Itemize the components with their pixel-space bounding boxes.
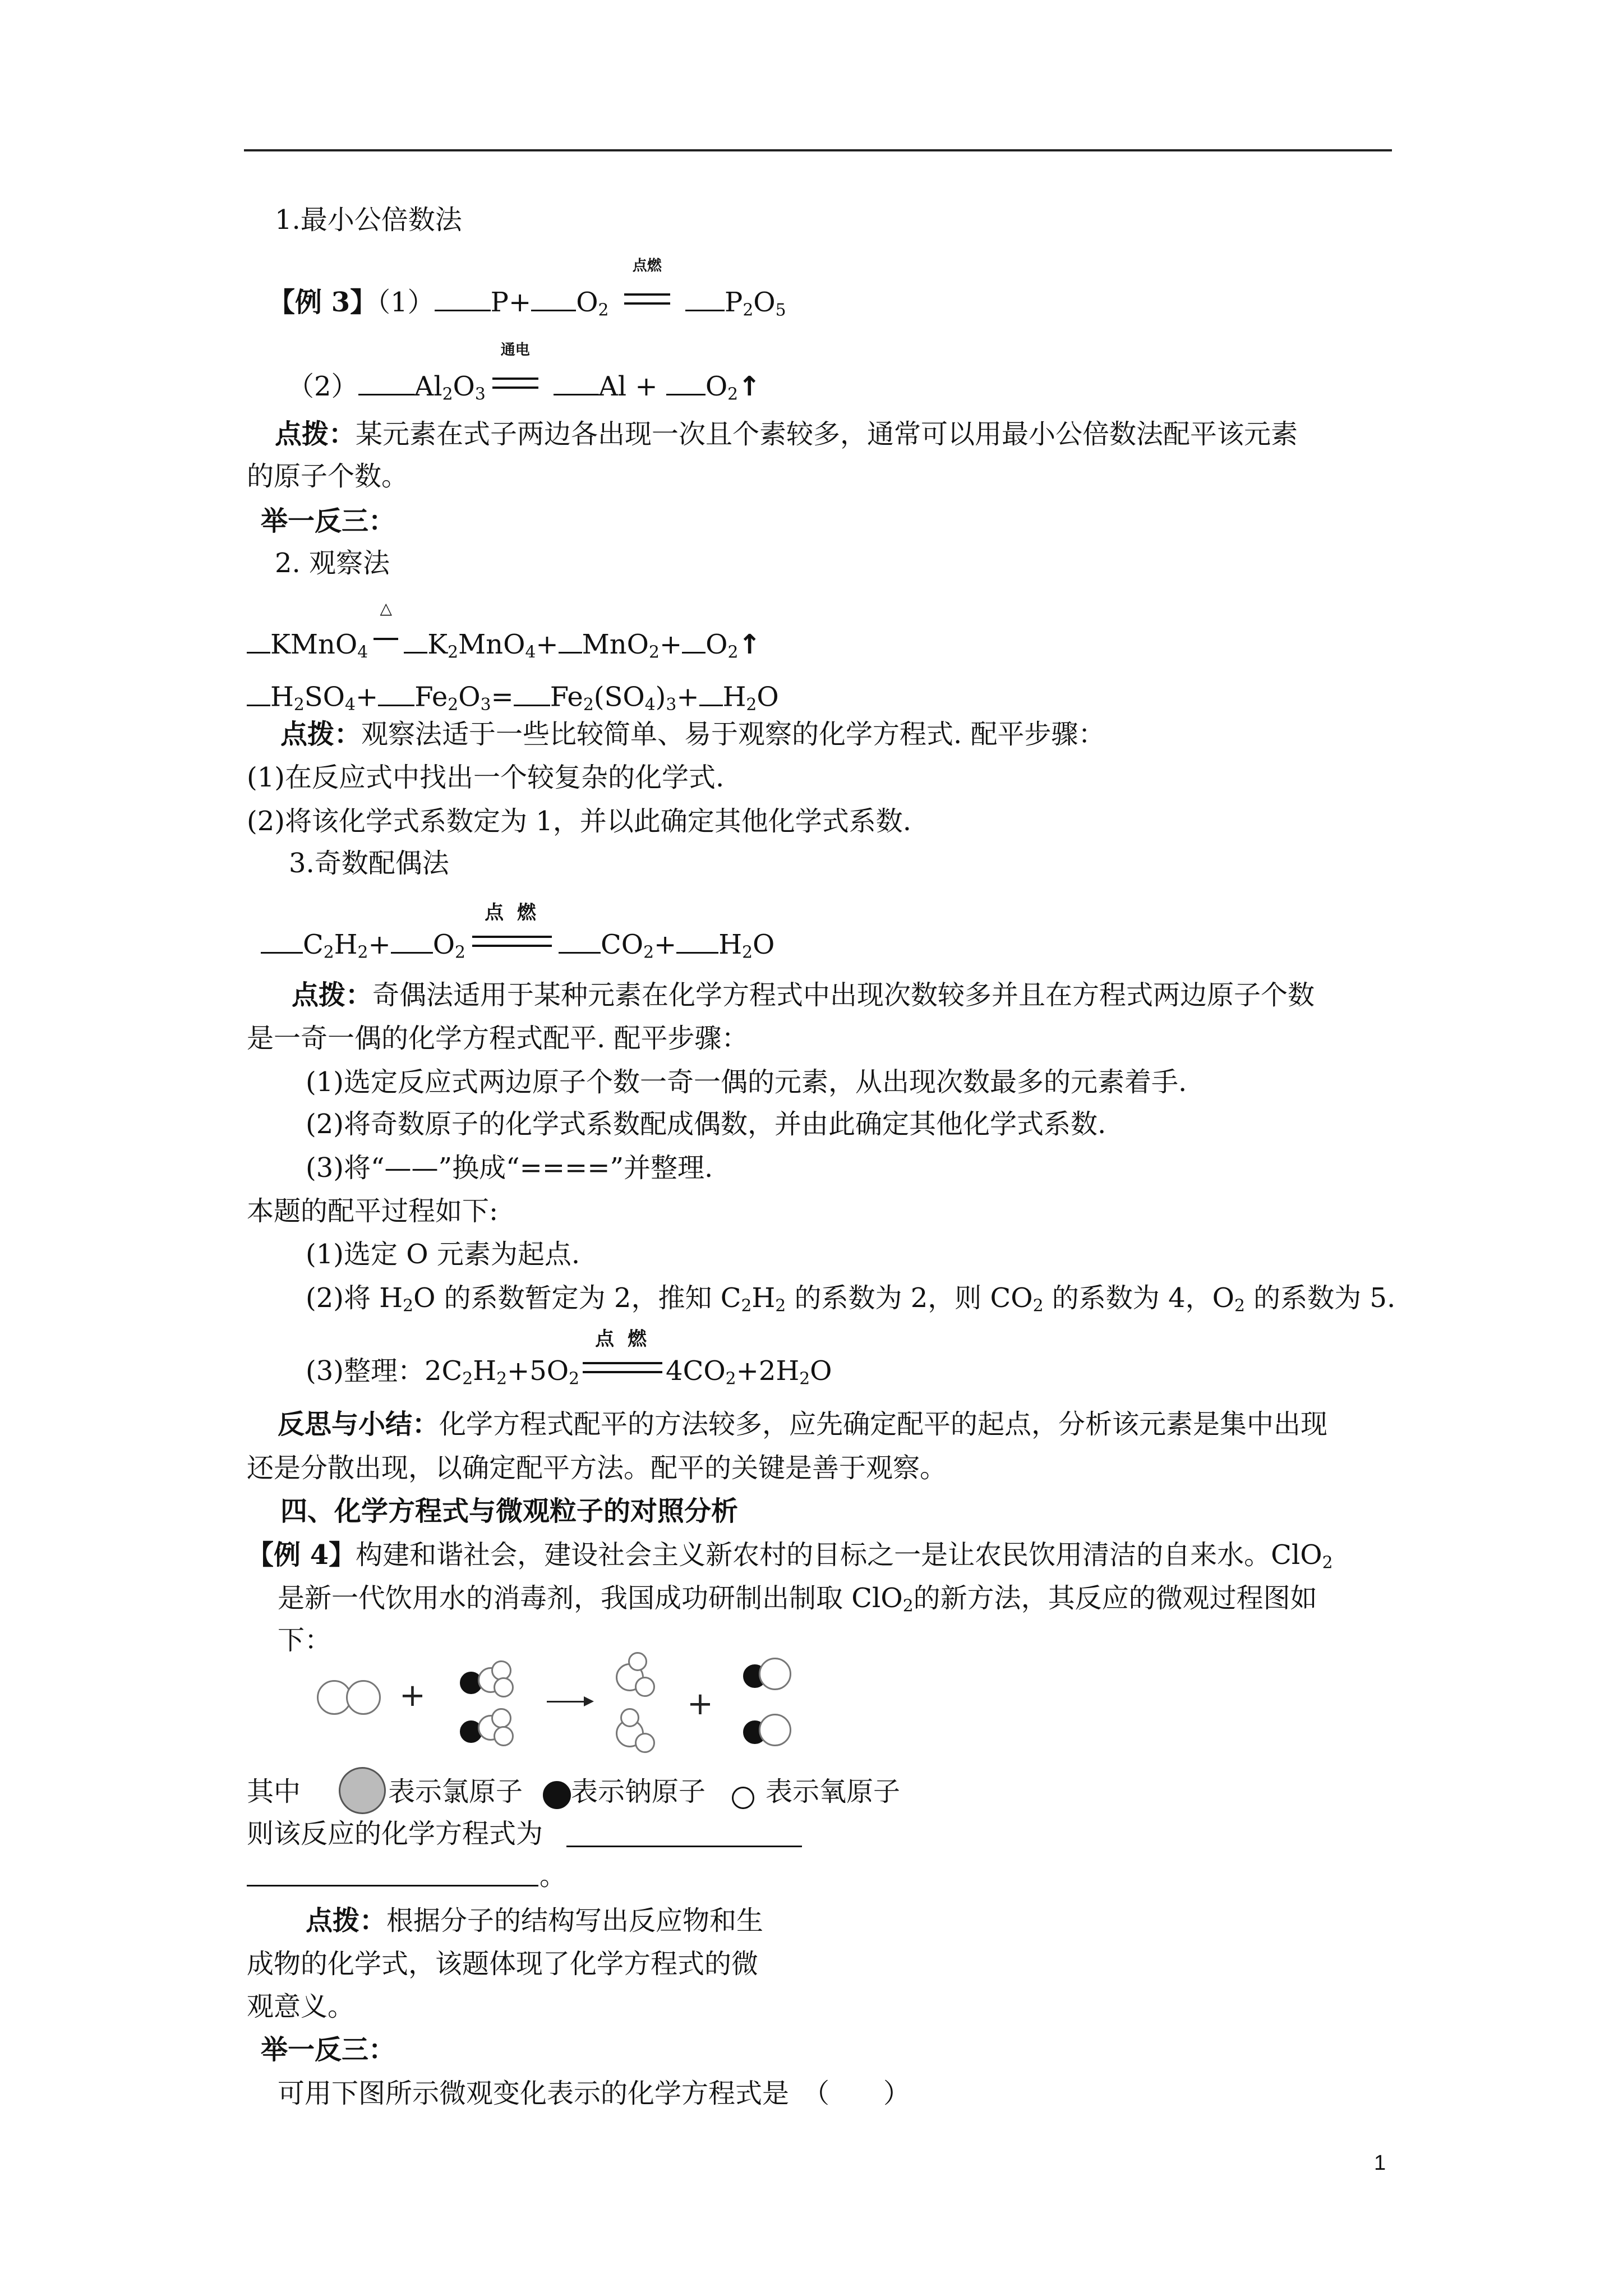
- header-rule: [244, 149, 1392, 151]
- tip-label: 点拨：: [292, 979, 373, 1011]
- blank: [666, 368, 706, 395]
- blank: [247, 679, 270, 706]
- blank: [699, 679, 723, 706]
- tip-text: 根据分子的结构写出反应物和生: [386, 1905, 764, 1936]
- section-title-lcm: 1.最小公倍数法: [275, 204, 462, 236]
- process-step-3: (3)整理：$2C_2H_2+5O_2$ 点 燃 $4CO_2+2H_2O$: [306, 1328, 832, 1389]
- observation-equation-2: $H_2SO_4+ Fe_2O_3= Fe_2(SO_4)_3+ H_2O$: [247, 679, 779, 711]
- condition-mark: 通电: [490, 367, 541, 395]
- example-3-label: 【例 3】: [268, 287, 377, 318]
- naclo2-molecule: [460, 1708, 527, 1753]
- blank: [247, 626, 270, 654]
- tip-4-line-1: [306, 1907, 763, 1934]
- tip-label: 点拨：: [306, 1905, 387, 1936]
- blank: [559, 626, 582, 654]
- page-number: 1: [1374, 2151, 1386, 2175]
- blank: [531, 284, 576, 311]
- nacl-molecule: [743, 1714, 794, 1747]
- answer-blank: [566, 1846, 802, 1847]
- section-title-odd-even: 3.奇数配偶法: [289, 848, 449, 879]
- observation-equation-1: KMnO$_4$ △ $K_2MnO_4+ MnO_2+$ $O_2↑$: [247, 625, 761, 658]
- tip-4-line-3: 观意义。: [247, 1991, 355, 2022]
- clo2-molecule: [616, 1652, 661, 1703]
- example-4-text: 构建和谐社会，建设社会主义新农村的目标之一是让农民饮用清洁的自来水。ClO: [356, 1539, 1322, 1571]
- example-3-equation-2: （2） $Al_2O_3$ 通电 $Al + O_2↑$: [287, 342, 761, 404]
- summary-line-2: 还是分散出现，以确定配平方法。配平的关键是善于观察。: [247, 1452, 947, 1484]
- part-1-prefix: （1）: [377, 287, 435, 318]
- reaction-arrow: [547, 1701, 592, 1703]
- process-step-1: (1)选定 O 元素为起点.: [306, 1239, 580, 1270]
- practice-heading: 举一反三：: [261, 2034, 396, 2065]
- tip-2-step-1: (1)在反应式中找出一个较复杂的化学式.: [247, 762, 725, 793]
- example-4-question: 则该反应的化学方程式为: [247, 1818, 543, 1849]
- practice-heading: 举一反三：: [261, 505, 396, 537]
- chlorine-atom-legend-icon: [339, 1767, 386, 1814]
- blank: [378, 679, 414, 706]
- naclo2-molecule: [460, 1660, 527, 1705]
- blank: [261, 926, 303, 954]
- legend-oxygen: 表示氧原子: [766, 1776, 901, 1807]
- section-title-observation: 2. 观察法: [275, 547, 390, 579]
- sodium-atom-legend-icon: [543, 1781, 571, 1809]
- tip-text: 观察法适于一些比较简单、易于观察的化学方程式. 配平步骤：: [361, 719, 1105, 750]
- blank: [676, 926, 718, 954]
- oxygen-atom-legend-icon: [732, 1787, 754, 1809]
- condition-mark: 点 燃: [470, 926, 554, 954]
- chlorine-molecule: [317, 1680, 384, 1719]
- tip-2-line-1: [280, 721, 1105, 748]
- clo2-molecule: [616, 1708, 661, 1759]
- legend-sodium: 表示钠原子: [571, 1776, 706, 1807]
- example-4-line-2: 是新一代饮用水的消毒剂，我国成功研制出制取 ClO$_2$的新方法，其反应的微观过程图如: [278, 1582, 1317, 1616]
- tip-1-line-1: [275, 418, 1298, 450]
- tip-1-line-2: 的原子个数。: [247, 461, 409, 492]
- plus-sign: +: [687, 1686, 713, 1722]
- part-2-prefix: （2）: [287, 371, 358, 402]
- odd-even-equation: $C_2H_2+ O_2$ 点 燃 $CO_2+ H_2O$: [261, 926, 774, 958]
- blank: [685, 284, 725, 311]
- answer-blank: [247, 1885, 538, 1887]
- tip-3-step-2: (2)将奇数原子的化学式系数配成偶数，并由此确定其他化学式系数.: [306, 1108, 1106, 1140]
- tip-3-step-1: (1)选定反应式两边原子个数一奇一偶的元素，从出现次数最多的元素着手.: [306, 1066, 1187, 1098]
- process-step-2: (2)将 $H_2O$ 的系数暂定为 2，推知 $C_2H_2$ 的系数为 2，则 $CO_2$ 的系数为 4，$O_2$ 的系数为 5.: [306, 1282, 1396, 1316]
- tip-label: 点拨：: [275, 418, 356, 450]
- example-3-equation-1: 【例 3】（1） $P+ O_2$ 点燃 $P_2O_5$: [268, 257, 786, 320]
- tip-3-step-3: (3)将“——”换成“====”并整理.: [306, 1152, 713, 1184]
- blank: [514, 679, 550, 706]
- step-prefix: (3)整理：: [306, 1355, 425, 1387]
- blank: [554, 368, 598, 395]
- tip-2-step-2: (2)将该化学式系数定为 1，并以此确定其他化学式系数.: [247, 806, 912, 837]
- blank: [358, 368, 414, 395]
- blank: [435, 284, 491, 311]
- tip-3-line-2: 是一奇一偶的化学方程式配平. 配平步骤：: [247, 1023, 749, 1054]
- tip-text: 某元素在式子两边各出现一次且个素较多，通常可以用最小公倍数法配平该元素: [356, 418, 1298, 450]
- tip-label: 点拨：: [280, 719, 362, 750]
- question-end: 。: [540, 1860, 567, 1892]
- legend-chlorine: 表示氯原子: [388, 1776, 523, 1807]
- final-question: 可用下图所示微观变化表示的化学方程式是 （ ）: [278, 2078, 911, 2109]
- condition-mark: 点燃: [622, 283, 672, 311]
- summary-text: 化学方程式配平的方法较多，应先确定配平的起点，分析该元素是集中出现: [439, 1409, 1328, 1440]
- legend-prefix: 其中: [247, 1776, 301, 1807]
- section-4-title: 四、化学方程式与微观粒子的对照分析: [280, 1496, 739, 1527]
- blank: [559, 926, 601, 954]
- condition-mark: 点 燃: [580, 1352, 665, 1380]
- condition-mark: △: [370, 625, 402, 654]
- example-4-line-1: 【例 4】构建和谐社会，建设社会主义新农村的目标之一是让农民饮用清洁的自来水。ClO$_2$: [247, 1539, 1333, 1573]
- example-4-label: 【例 4】: [247, 1539, 356, 1571]
- plus-sign: +: [399, 1677, 426, 1714]
- process-title: 本题的配平过程如下:: [247, 1195, 499, 1227]
- blank: [682, 626, 706, 654]
- summary-line-1: [278, 1411, 1327, 1438]
- tip-4-line-2: 成物的化学式，该题体现了化学方程式的微: [247, 1948, 759, 1980]
- blank: [391, 926, 433, 954]
- example-4-line-3: 下：: [278, 1625, 332, 1656]
- blank: [404, 626, 427, 654]
- tip-text: 奇偶法适用于某种元素在化学方程式中出现次数较多并且在方程式两边原子个数: [372, 979, 1315, 1011]
- summary-label: 反思与小结：: [278, 1409, 440, 1440]
- nacl-molecule: [743, 1658, 794, 1691]
- tip-3-line-1: [292, 979, 1315, 1011]
